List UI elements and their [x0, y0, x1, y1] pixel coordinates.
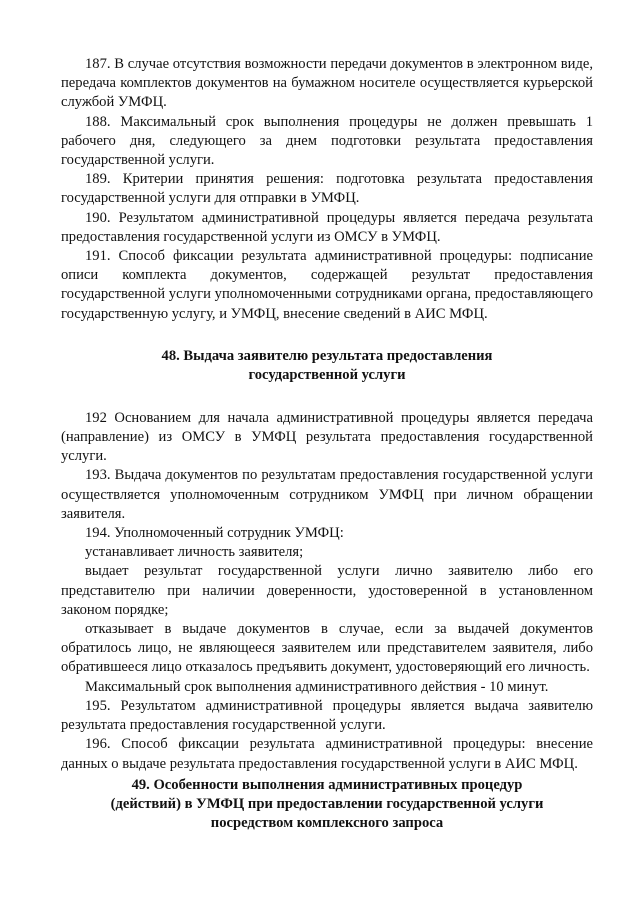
paragraph-191: 191. Способ фиксации результата административной процедуры: подписание описи комплекта документов, содержащей результат предоставления государственной услуги уполномоченными сотрудниками органа, предоставляющего государственную услугу, и УМФЦ, внесение сведений в АИС МФЦ. [61, 248, 593, 322]
paragraph-max-duration: Максимальный срок выполнения административного действия - 10 минут. [85, 678, 549, 695]
section-48-heading [61, 347, 593, 385]
section-49-title-line-1: 49. Особенности выполнения административных процедур [131, 776, 523, 793]
list-item-issue-result: выдает результат государственной услуги лично заявителю либо его представителю при наличии доверенности, удостоверенной в установленном законом порядке; [61, 563, 593, 618]
section-49-title-line-2: (действий) в УМФЦ при предоставлении государственной услуги [110, 795, 544, 812]
section-49-title-line-3: посредством комплексного запроса [210, 814, 444, 831]
document-page [61, 55, 593, 833]
section-48-title-line-2: государственной услуги [248, 366, 406, 383]
paragraph-188: 188. Максимальный срок выполнения процедуры не должен превышать 1 рабочего дня, следующего за днем подготовки результата предоставления государственной услуги. [61, 113, 593, 169]
list-item-identify: устанавливает личность заявителя; [85, 544, 304, 561]
paragraph-192: 192 Основанием для начала административной процедуры является передача (направление) из ОМСУ в УМФЦ результата предоставления государственной услуги. [61, 409, 593, 465]
paragraph-187: 187. В случае отсутствия возможности передачи документов в электронном виде, передача комплектов документов на бумажном носителе осуществляется курьерской службой УМФЦ. [61, 56, 593, 111]
paragraph-194: 194. Уполномоченный сотрудник УМФЦ: [85, 525, 344, 542]
paragraph-190: 190. Результатом административной процедуры является передача результата предоставления государственной услуги из ОМСУ в УМФЦ. [61, 209, 593, 245]
paragraph-189: 189. Критерии принятия решения: подготовка результата предоставления государственной услуги для отправки в УМФЦ. [61, 171, 593, 207]
paragraph-196: 196. Способ фиксации результата административной процедуры: внесение данных о выдаче результата предоставления государственной услуги в АИС МФЦ. [61, 736, 593, 772]
section-48-title-line-1: 48. Выдача заявителю результата предоставления [161, 347, 493, 364]
list-item-refuse: отказывает в выдаче документов в случае, если за выдачей документов обратилось лицо, не являющееся заявителем или представителем заявителя, либо обратившееся лицо отказалось предъявить документ, удостоверяющий его личность. [61, 621, 593, 676]
paragraph-193: 193. Выдача документов по результатам предоставления государственной услуги осуществляется уполномоченным сотрудником УМФЦ при личном обращении заявителя. [61, 467, 593, 522]
section-49-heading [61, 776, 593, 833]
paragraph-195: 195. Результатом административной процедуры является выдача заявителю результата предоставления государственной услуги. [61, 697, 593, 734]
